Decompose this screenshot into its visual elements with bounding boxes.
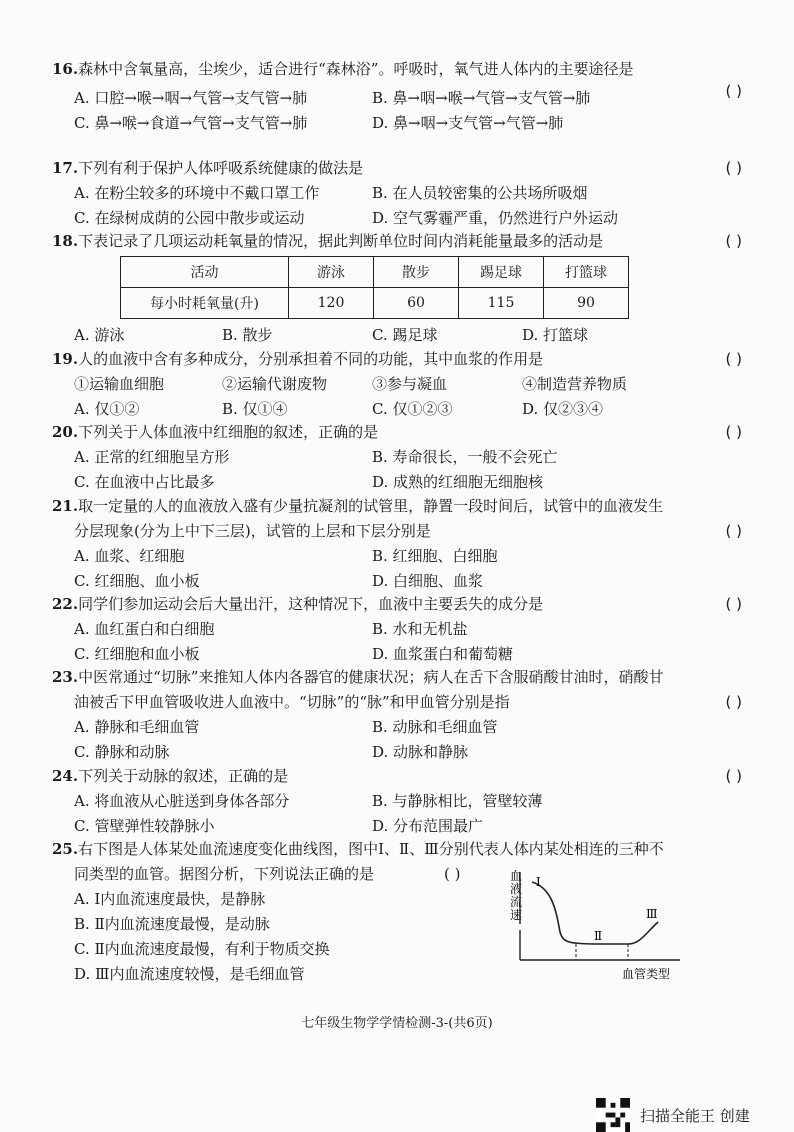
answer-blank: ( ) xyxy=(725,232,742,250)
question-stem: 25.右下图是人体某处血流速度变化曲线图，图中Ⅰ、Ⅱ、Ⅲ分别代表人体内某处相连的三种不 xyxy=(52,840,664,858)
option-d: D. 成熟的红细胞无细胞核 xyxy=(372,473,544,491)
table-cell: 90 xyxy=(544,288,629,319)
answer-blank: ( ) xyxy=(725,693,742,711)
option-b: B. Ⅱ内血流速度最慢，是动脉 xyxy=(74,915,270,933)
option-b: B. 在人员较密集的公共场所吸烟 xyxy=(372,184,588,202)
option-c: C. 静脉和动脉 xyxy=(74,743,170,761)
option-c: C. 红细胞、血小板 xyxy=(74,572,200,590)
question-stem: 22.同学们参加运动会后大量出汗，这种情况下，血液中主要丢失的成分是 ( ) xyxy=(52,592,742,617)
question-23 xyxy=(52,665,742,765)
question-20 xyxy=(52,420,742,495)
statement-4: ④制造营养物质 xyxy=(522,375,628,393)
question-stem-continued: 分层现象(分为上中下三层)，试管的上层和下层分别是 ( ) xyxy=(52,519,742,544)
option-a: A. 血浆、红细胞 xyxy=(74,547,185,565)
question-16 xyxy=(52,57,742,136)
option-d: D. 分布范围最广 xyxy=(372,817,484,835)
question-stem-continued: 油被舌下甲血管吸收进人血液中。“切脉”的“脉”和甲血管分别是指 ( ) xyxy=(52,690,742,715)
table-cell: 120 xyxy=(289,288,374,319)
option-d: D. 空气雾霾严重，仍然进行户外运动 xyxy=(372,209,619,227)
table-cell: 活动 xyxy=(121,257,289,288)
option-b: B. 鼻→咽→喉→气管→支气管→肺 xyxy=(372,89,591,107)
question-24 xyxy=(52,764,742,839)
answer-blank: ( ) xyxy=(725,423,742,441)
option-b: B. 寿命很长，一般不会死亡 xyxy=(372,448,558,466)
question-stem: 20.下列关于人体血液中红细胞的叙述，正确的是 ( ) xyxy=(52,420,742,445)
table-cell: 60 xyxy=(374,288,459,319)
option-d: D. 鼻→咽→支气管→气管→肺 xyxy=(372,114,564,132)
question-stem: 19.人的血液中含有多种成分，分别承担着不同的功能，其中血浆的作用是 ( ) xyxy=(52,347,742,372)
question-stem: 17.下列有利于保护人体呼吸系统健康的做法是 ( ) xyxy=(52,156,742,181)
option-d: D. 打篮球 xyxy=(522,326,589,344)
option-a: A. 口腔→喉→咽→气管→支气管→肺 xyxy=(74,89,308,107)
option-a: A. 将血液从心脏送到身体各部分 xyxy=(74,792,290,810)
table-header-row xyxy=(121,257,629,288)
vessel-label-i: Ⅰ xyxy=(536,875,541,889)
option-a: A. 正常的红细胞呈方形 xyxy=(74,448,230,466)
vessel-label-ii: Ⅱ xyxy=(594,929,603,943)
answer-blank: ( ) xyxy=(725,522,742,540)
option-a: A. 游泳 xyxy=(74,326,125,344)
question-stem: 21.取一定量的人的血液放入盛有少量抗凝剂的试管里，静置一段时间后，试管中的血液发生 xyxy=(52,497,664,515)
blood-flow-figure xyxy=(490,870,690,985)
option-c: C. 鼻→喉→食道→气管→支气管→肺 xyxy=(74,114,308,132)
option-b: B. 与静脉相比，管壁较薄 xyxy=(372,792,543,810)
option-a: A. 仅①② xyxy=(74,400,140,418)
statement-1: ①运输血细胞 xyxy=(74,375,165,393)
scanner-watermark: 扫描全能王 创建 xyxy=(640,1107,750,1125)
table-cell: 打篮球 xyxy=(544,257,629,288)
option-d: D. 白细胞、血浆 xyxy=(372,572,484,590)
table-cell: 每小时耗氧量(升) xyxy=(121,288,289,319)
question-stem: 24.下列关于动脉的叙述，正确的是 ( ) xyxy=(52,764,742,789)
oxygen-table xyxy=(120,256,629,319)
vessel-label-iii: Ⅲ xyxy=(646,907,658,921)
answer-blank: ( ) xyxy=(444,865,461,883)
option-a: A. 在粉尘较多的环境中不戴口罩工作 xyxy=(74,184,320,202)
option-c: C. 仅①②③ xyxy=(372,400,453,418)
question-18 xyxy=(52,229,742,254)
option-d: D. 仅②③④ xyxy=(522,400,604,418)
option-c: C. 红细胞和血小板 xyxy=(74,645,200,663)
statement-3: ③参与凝血 xyxy=(372,375,448,393)
figure-ylabel-char: 速 xyxy=(510,908,523,922)
figure-xlabel: 血管类型 xyxy=(622,967,671,981)
option-c: C. 在绿树成荫的公园中散步或运动 xyxy=(74,209,305,227)
question-stem: 18.下表记录了几项运动耗氧量的情况，据此判断单位时间内消耗能量最多的活动是 ( ) xyxy=(52,229,742,254)
answer-blank: ( ) xyxy=(725,159,742,177)
question-17 xyxy=(52,156,742,231)
statement-2: ②运输代谢废物 xyxy=(222,375,328,393)
figure-ylabel-char: 液 xyxy=(510,882,523,896)
figure-ylabel-char: 流 xyxy=(510,895,523,909)
table-cell: 散步 xyxy=(374,257,459,288)
question-stem-continued: 同类型的血管。据图分析，下列说法正确的是 ( ) xyxy=(52,862,742,887)
option-c: C. Ⅱ内血流速度最慢，有利于物质交换 xyxy=(74,940,330,958)
answer-blank: ( ) xyxy=(725,82,742,100)
table-cell: 游泳 xyxy=(289,257,374,288)
option-c: C. 管壁弹性较静脉小 xyxy=(74,817,215,835)
answer-blank: ( ) xyxy=(725,595,742,613)
option-c: C. 踢足球 xyxy=(372,326,438,344)
table-cell: 115 xyxy=(459,288,544,319)
answer-blank: ( ) xyxy=(725,767,742,785)
option-b: B. 红细胞、白细胞 xyxy=(372,547,498,565)
page-footer: 七年级生物学学情检测-3-(共6页) xyxy=(301,1016,493,1031)
table-cell: 踢足球 xyxy=(459,257,544,288)
question-21 xyxy=(52,494,742,594)
figure-ylabel-char: 血 xyxy=(510,870,523,883)
question-19 xyxy=(52,347,742,422)
question-stem: 23.中医常通过“切脉”来推知人体内各器官的健康状况；病人在舌下含服硝酸甘油时，硝酸甘 xyxy=(52,668,664,686)
option-b: B. 动脉和毛细血管 xyxy=(372,718,498,736)
answer-blank: ( ) xyxy=(725,350,742,368)
option-b: B. 散步 xyxy=(222,326,273,344)
option-d: D. 血浆蛋白和葡萄糖 xyxy=(372,645,514,663)
option-d: D. 动脉和静脉 xyxy=(372,743,469,761)
question-18-options xyxy=(52,323,742,348)
question-stem: 16.森林中含氧量高，尘埃少，适合进行“森林浴”。呼吸时，氧气进人体内的主要途径是 xyxy=(52,60,634,78)
option-c: C. 在血液中占比最多 xyxy=(74,473,215,491)
option-b: B. 水和无机盐 xyxy=(372,620,468,638)
question-22 xyxy=(52,592,742,667)
option-a: A. 静脉和毛细血管 xyxy=(74,718,200,736)
option-a: A. Ⅰ内血流速度最快，是静脉 xyxy=(74,890,266,908)
option-b: B. 仅①④ xyxy=(222,400,288,418)
option-d: D. Ⅲ内血流速度较慢，是毛细血管 xyxy=(74,965,305,983)
table-row xyxy=(121,288,629,319)
option-a: A. 血红蛋白和白细胞 xyxy=(74,620,215,638)
qr-code-icon xyxy=(596,1098,630,1132)
